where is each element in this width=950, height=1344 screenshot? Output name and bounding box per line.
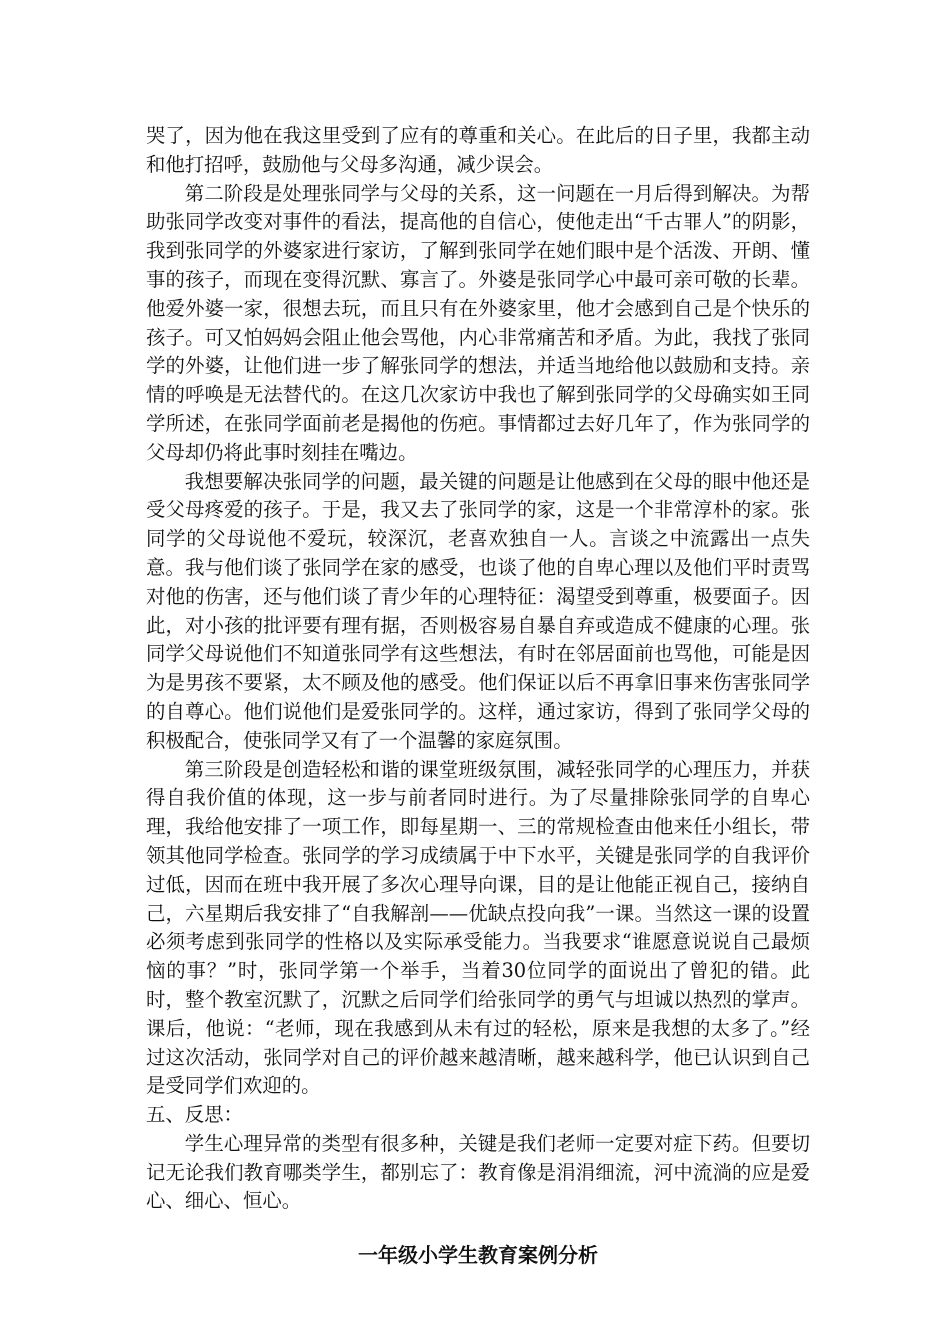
- paragraph-stage-three: 第三阶段是创造轻松和谐的课堂班级氛围，减轻张同学的心理压力，并获得自我价值的体现，这一步与前者同时进行。为了尽量排除张同学的自卑心理，我给他安排了一项工作，即每星期一、三的常规检查由他来任小组长，带领其他同学检查。张同学的学习成绩属于中下水平，关键是张同学的自我评价过低，因而在班中我开展了多次心理导向课，目的是让他能正视自己，接纳自己，六星期后我安排了“自我解剖——优缺点投向我”一课。当然这一课的设置必须考虑到张同学的性格以及实际承受能力。当我要求“谁愿意说说自己最烦恼的事？”时，张同学第一个举手，当着30位同学的面说出了曾犯的错。此时，整个教室沉默了，沉默之后同学们给张同学的勇气与坦诚以热烈的掌声。课后，他说：“老师，现在我感到从未有过的轻松，原来是我想的太多了。”经过这次活动，张同学对自己的评价越来越清晰，越来越科学，他已认识到自己是受同学们欢迎的。: [146, 757, 810, 1098]
- paragraph-continuation: 哭了，因为他在我这里受到了应有的尊重和关心。在此后的日子里，我都主动和他打招呼，鼓励他与父母多沟通，减少误会。: [146, 124, 810, 176]
- document-page: [146, 122, 810, 1270]
- paragraph-stage-two: 第二阶段是处理张同学与父母的关系，这一问题在一月后得到解决。为帮助张同学改变对事件的看法，提高他的自信心，使他走出“千古罪人”的阴影，我到张同学的外婆家进行家访，了解到张同学在她们眼中是个活泼、开朗、懂事的孩子，而现在变得沉默、寡言了。外婆是张同学心中最可亲可敬的长辈。他爱外婆一家，很想去玩，而且只有在外婆家里，他才会感到自己是个快乐的孩子。可又怕妈妈会阻止他会骂他，内心非常痛苦和矛盾。为此，我找了张同学的外婆，让他们进一步了解张同学的想法，并适当地给他以鼓励和支持。亲情的呼唤是无法替代的。在这几次家访中我也了解到张同学的父母确实如王同学所述，在张同学面前老是揭他的伤疤。事情都过去好几年了，作为张同学的父母却仍将此事时刻挂在嘴边。: [146, 181, 810, 464]
- paragraph-reflection: 学生心理异常的类型有很多种，关键是我们老师一定要对症下药。但要切记无论我们教育哪类学生，都别忘了：教育像是涓涓细流，河中流淌的应是爱心、细心、恒心。: [146, 1131, 810, 1213]
- section-heading-reflection: 五、反思：: [146, 1103, 243, 1127]
- next-case-title: 一年级小学生教育案例分析: [358, 1243, 598, 1268]
- paragraph-home-visit: 我想要解决张同学的问题，最关键的问题是让他感到在父母的眼中他还是受父母疼爱的孩子。于是，我又去了张同学的家，这是一个非常淳朴的家。张同学的父母说他不爱玩，较深沉，老喜欢独自一人。言谈之中流露出一点失意。我与他们谈了张同学在家的感受，也谈了他的自卑心理以及他们平时责骂对他的伤害，还与他们谈了青少年的心理特征：渴望受到尊重，极要面子。因此，对小孩的批评要有理有据，否则极容易自暴自弃或造成不健康的心理。张同学父母说他们不知道张同学有这些想法，有时在邻居面前也骂他，可能是因为是男孩不要紧，太不顾及他的感受。他们保证以后不再拿旧事来伤害张同学的自尊心。他们说他们是爱张同学的。这样，通过家访，得到了张同学父母的积极配合，使张同学又有了一个温馨的家庭氛围。: [146, 469, 810, 752]
